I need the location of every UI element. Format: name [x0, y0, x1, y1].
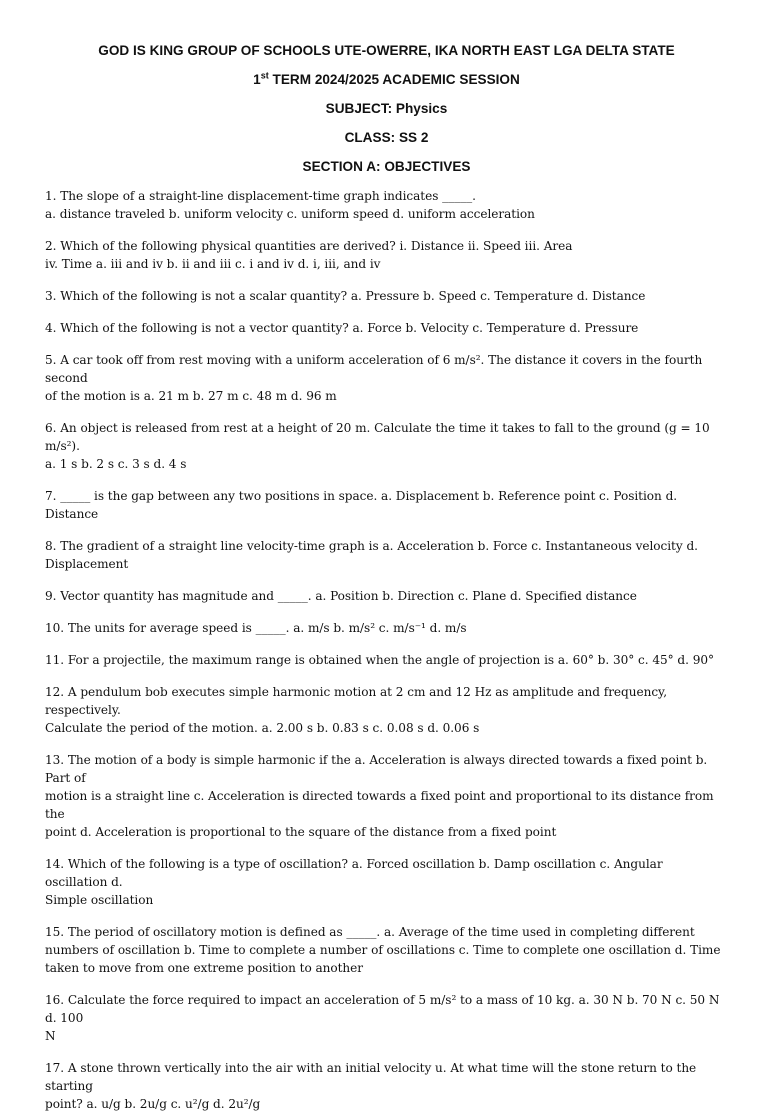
question-item — [45, 991, 728, 1045]
question-line: of the motion is a. 21 m b. 27 m c. 48 m d. 96 m — [45, 389, 337, 403]
question-line: 3. Which of the following is not a scalar quantity? a. Pressure b. Speed c. Temperature d. Distance — [45, 289, 646, 303]
question-line: a. 1 s b. 2 s c. 3 s d. 4 s — [45, 457, 187, 471]
question-line: 10. The units for average speed is _____. a. m/s b. m/s² c. m/s⁻¹ d. m/s — [45, 621, 467, 635]
question-line: 9. Vector quantity has magnitude and _____. a. Position b. Direction c. Plane d. Specified distance — [45, 589, 637, 603]
question-line: taken to move from one extreme position to another — [45, 961, 364, 975]
question-line: Calculate the period of the motion. a. 2.00 s b. 0.83 s c. 0.08 s d. 0.06 s — [45, 721, 480, 735]
term-number: 1 — [253, 72, 261, 87]
question-line: a. distance traveled b. uniform velocity c. uniform speed d. uniform acceleration — [45, 207, 535, 221]
subject-line: SUBJECT: Physics — [325, 101, 448, 116]
question-item — [45, 319, 728, 337]
question-item — [45, 287, 728, 305]
question-item — [45, 237, 728, 273]
question-line: 8. The gradient of a straight line velocity-time graph is a. Acceleration b. Force c. Instantaneous velocity d. — [45, 539, 698, 553]
question-item — [45, 619, 728, 637]
school-name: GOD IS KING GROUP OF SCHOOLS UTE-OWERRE, IKA NORTH EAST LGA DELTA STATE — [98, 43, 675, 58]
section-title: SECTION A: OBJECTIVES — [302, 159, 471, 174]
question-line: point? a. u/g b. 2u/g c. u²/g d. 2u²/g — [45, 1097, 261, 1111]
question-line: 13. The motion of a body is simple harmonic if the a. Acceleration is always directed towards a fixed point b. Part of — [45, 753, 708, 785]
question-line: 6. An object is released from rest at a height of 20 m. Calculate the time it takes to fall to the ground (g = 10 m/s²). — [45, 421, 710, 453]
question-item — [45, 1059, 728, 1113]
question-line: 15. The period of oscillatory motion is defined as _____. a. Average of the time used in completing different — [45, 925, 695, 939]
question-list — [45, 187, 728, 1113]
question-item — [45, 683, 728, 737]
question-line: 4. Which of the following is not a vector quantity? a. Force b. Velocity c. Temperature d. Pressure — [45, 321, 639, 335]
question-item — [45, 187, 728, 223]
question-item — [45, 651, 728, 669]
question-line: motion is a straight line c. Acceleration is directed towards a fixed point and proportional to its distance from the — [45, 789, 714, 821]
question-item — [45, 855, 728, 909]
question-line: 1. The slope of a straight-line displacement-time graph indicates _____. — [45, 189, 476, 203]
question-line: 17. A stone thrown vertically into the air with an initial velocity u. At what time will the stone return to the starting — [45, 1061, 697, 1093]
question-line: 7. _____ is the gap between any two positions in space. a. Displacement b. Reference point c. Position d. Distance — [45, 489, 678, 521]
term-rest: TERM 2024/2025 ACADEMIC SESSION — [268, 72, 520, 87]
question-line: 5. A car took off from rest moving with a uniform acceleration of 6 m/s². The distance it covers in the fourth second — [45, 353, 703, 385]
question-line: 2. Which of the following physical quantities are derived? i. Distance ii. Speed iii. Area — [45, 239, 573, 253]
question-item — [45, 751, 728, 841]
exam-header — [45, 42, 728, 176]
question-line: 16. Calculate the force required to impact an acceleration of 5 m/s² to a mass of 10 kg. a. 30 N b. 70 N c. 50 N d. 100 — [45, 993, 720, 1025]
question-line: 11. For a projectile, the maximum range is obtained when the angle of projection is a. 60° b. 30° c. 45° d. 90° — [45, 653, 714, 667]
question-item — [45, 487, 728, 523]
question-line: iv. Time a. iii and iv b. ii and iii c. i and iv d. i, iii, and iv — [45, 257, 381, 271]
question-line: 12. A pendulum bob executes simple harmonic motion at 2 cm and 12 Hz as amplitude and frequency, respectively. — [45, 685, 668, 717]
question-item — [45, 351, 728, 405]
question-line: Displacement — [45, 557, 129, 571]
question-item — [45, 419, 728, 473]
question-line: point d. Acceleration is proportional to the square of the distance from a fixed point — [45, 825, 557, 839]
question-item — [45, 587, 728, 605]
question-line: N — [45, 1029, 56, 1043]
question-line: 14. Which of the following is a type of oscillation? a. Forced oscillation b. Damp oscillation c. Angular oscillation d. — [45, 857, 663, 889]
term-line — [45, 71, 728, 89]
question-item — [45, 923, 728, 977]
question-line: Simple oscillation — [45, 893, 154, 907]
question-line: numbers of oscillation b. Time to complete a number of oscillations c. Time to complete one oscillation d. Time — [45, 943, 721, 957]
question-item — [45, 537, 728, 573]
class-line: CLASS: SS 2 — [344, 130, 429, 145]
term-suffix: st — [260, 70, 269, 81]
